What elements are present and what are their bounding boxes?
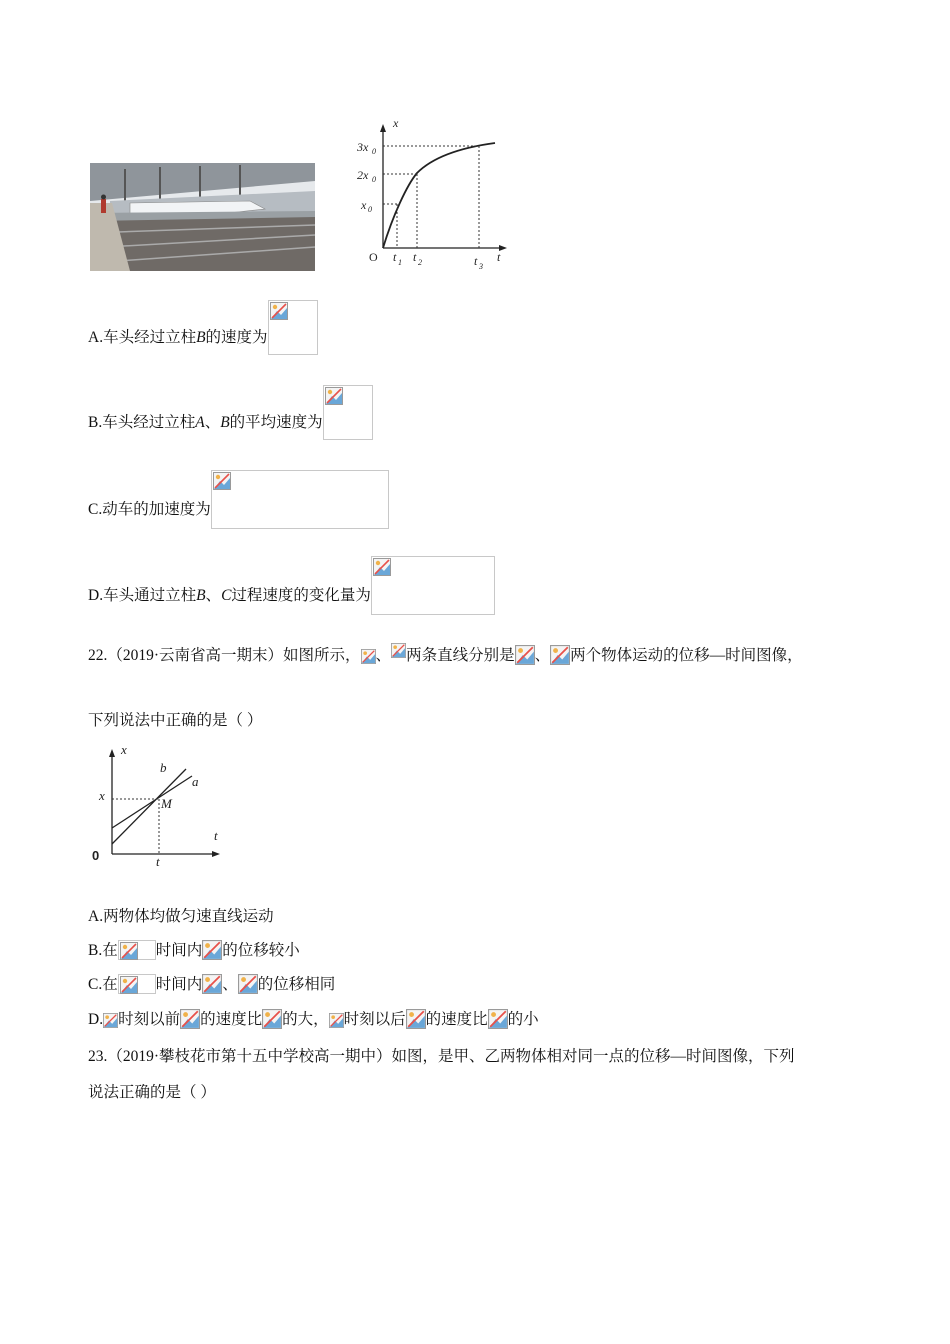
q22-option-c-p1: C.在	[88, 976, 118, 993]
t3-sub: 3	[479, 262, 483, 271]
q22-x-mark: x	[99, 788, 105, 803]
q22-option-b-p2: 时间内	[155, 942, 203, 959]
formula-image	[180, 1009, 200, 1029]
formula-image	[550, 645, 570, 665]
t2-sub: 2	[418, 258, 422, 267]
q22-text-a: 22.（2019·云南省高一期末）如图所示，	[88, 647, 361, 664]
option-c	[88, 470, 389, 529]
x-axis-label: x	[393, 116, 399, 130]
q22-option-b-p1: B.在	[88, 942, 118, 959]
q22-option-d-p2: 时刻以前	[118, 1011, 181, 1028]
3x0-sub: 0	[372, 147, 376, 156]
q22-option-d-p7: 的小	[507, 1011, 539, 1028]
t1-sub: 1	[398, 258, 402, 267]
origin-label: O	[369, 250, 378, 264]
q22-x-axis-label: x	[121, 742, 127, 757]
q22-sep1: 、	[375, 647, 392, 664]
option-d-var2: C	[221, 587, 232, 604]
x0-label: x	[361, 198, 367, 212]
q22-option-c-p2: 时间内	[155, 976, 203, 993]
q22-line-b-label: b	[160, 760, 167, 775]
formula-image	[118, 974, 156, 994]
formula-image	[361, 648, 376, 665]
option-b	[88, 385, 373, 440]
formula-image	[488, 1009, 508, 1029]
formula-image	[238, 974, 258, 994]
t1-label: t	[393, 250, 397, 264]
train-station-photo	[90, 163, 315, 271]
q22-origin-label: 0	[92, 848, 100, 863]
q23-text-line1: 23.（2019·攀枝花市第十五中学校高一期中）如图，是甲、乙两物体相对同一点的位移—时间图像，下列	[88, 1048, 795, 1065]
option-a-suffix: 的速度为	[205, 329, 268, 346]
option-c-text: C.动车的加速度为	[88, 501, 211, 518]
formula-image	[262, 1009, 282, 1029]
q22-option-d-p3: 的速度比	[200, 1011, 263, 1028]
q23-stem-line2	[88, 1080, 216, 1102]
q22-t-mark: t	[156, 854, 160, 867]
q22-option-d-p4: 的大，	[282, 1011, 329, 1028]
formula-image	[202, 940, 222, 960]
formula-image	[118, 940, 156, 960]
q22-text-line2: 下列说法中正确的是（ ）	[88, 712, 263, 729]
q22-stem-line1	[88, 642, 803, 665]
q22-option-c-p3: 、	[222, 976, 238, 993]
option-a-var: B	[196, 329, 206, 346]
option-b-var1: A	[195, 414, 205, 431]
option-d-suffix: 过程速度的变化量为	[231, 587, 371, 604]
formula-image	[515, 645, 535, 665]
formula-image	[406, 1009, 426, 1029]
q22-option-d-p1: D.	[88, 1011, 104, 1028]
q22-option-c	[88, 972, 335, 994]
option-d-var1: B	[196, 587, 206, 604]
formula-image	[371, 556, 495, 615]
formula-image	[391, 642, 406, 659]
q22-option-c-p4: 的位移相同	[257, 976, 336, 993]
q22-option-b-p3: 的位移较小	[222, 942, 300, 959]
formula-image	[202, 974, 222, 994]
q22-stem-line2	[88, 708, 262, 730]
formula-image	[268, 300, 318, 355]
option-b-text: B.车头经过立柱	[88, 414, 196, 431]
q22-xt-graph	[88, 742, 228, 867]
q23-stem-line1	[88, 1044, 795, 1066]
q22-text-b: 两条直线分别是	[406, 647, 515, 664]
q22-option-d-p5: 时刻以后	[343, 1011, 406, 1028]
q22-t-axis-label: t	[214, 828, 218, 843]
q22-option-d	[88, 1007, 539, 1029]
3x0-label: 3x	[357, 140, 369, 154]
option-b-var2: B	[220, 414, 230, 431]
xt-graph-curve	[355, 115, 515, 275]
q22-point-m-label: M	[161, 796, 172, 811]
t-axis-label: t	[497, 250, 501, 264]
x0-sub: 0	[368, 205, 372, 214]
q22-option-b	[88, 938, 300, 960]
q22-option-a-text: A.两物体均做匀速直线运动	[88, 908, 274, 925]
formula-image	[103, 1012, 118, 1029]
2x0-label: 2x	[357, 168, 369, 182]
option-a	[88, 300, 318, 355]
option-d	[88, 556, 495, 615]
q22-option-d-p6: 的速度比	[425, 1011, 488, 1028]
q22-text-c: 两个物体运动的位移—时间图像，	[570, 647, 803, 664]
option-d-text: D.车头通过立柱	[88, 587, 197, 604]
2x0-sub: 0	[372, 175, 376, 184]
option-b-sep: 、	[204, 414, 221, 431]
t2-label: t	[413, 250, 417, 264]
q23-text-line2: 说法正确的是（ ）	[88, 1084, 216, 1101]
option-a-text: A.车头经过立柱	[88, 329, 197, 346]
t3-label: t	[474, 254, 478, 268]
q22-sep2: 、	[534, 647, 551, 664]
option-d-sep: 、	[205, 587, 222, 604]
formula-image	[323, 385, 373, 440]
q22-option-a	[88, 904, 274, 926]
formula-image	[211, 470, 389, 529]
formula-image	[329, 1012, 344, 1029]
option-b-suffix: 的平均速度为	[229, 414, 323, 431]
q22-line-a-label: a	[192, 774, 199, 789]
